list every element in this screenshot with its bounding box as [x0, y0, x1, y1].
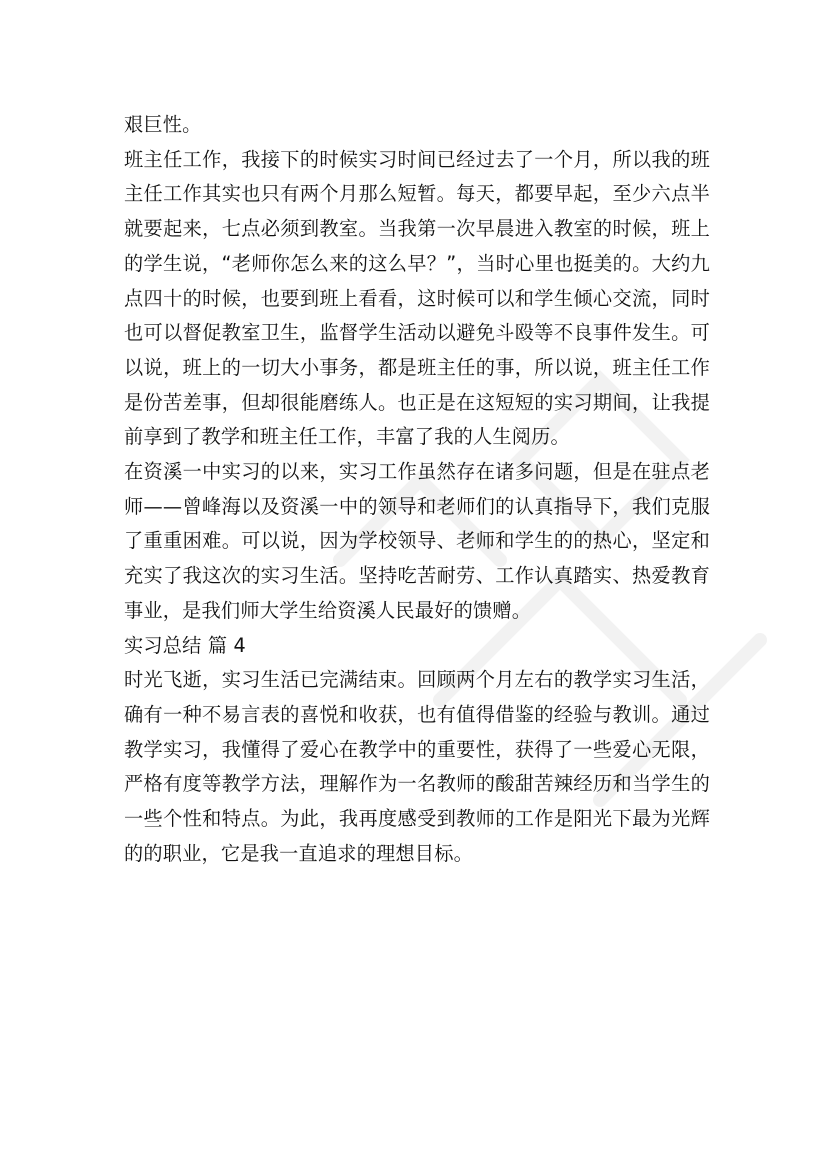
section-paragraph: 时光飞逝，实习生活已完满结束。回顾两个月左右的教学实习生活，确有一种不易言表的喜悦和收获，也有值得借鉴的经验与教训。通过教学实习，我懂得了爱心在教学中的重要性，获得了一些爱心无限，严格有度等教学方法，理解作为一名教师的酸甜苦辣经历和当学生的一些个性和特点。为此，我再度感受到教师的工作是阳光下最为光辉的的职业，它是我一直追求的理想目标。: [124, 668, 710, 865]
document-body: [124, 108, 710, 871]
paragraph-2: 班主任工作，我接下的时候实习时间已经过去了一个月，所以我的班主任工作其实也只有两个月那么短暂。每天，都要早起，至少六点半就要起来，七点必须到教室。当我第一次早晨进入教室的时候，班上的学生说，“老师你怎么来的这么早？”，当时心里也挺美的。大约九点四十的时候，也要到班上看看，这时候可以和学生倾心交流，同时也可以督促教室卫生，监督学生活动以避免斗殴等不良事件发生。可以说，班上的一切大小事务，都是班主任的事，所以说，班主任工作是份苦差事，但却很能磨练人。也正是在这短短的实习期间，让我提前享到了教学和班主任工作，丰富了我的人生阅历。: [124, 147, 710, 449]
section-heading: 实习总结 篇 4: [124, 633, 246, 657]
paragraph-3: 在资溪一中实习的以来，实习工作虽然存在诸多问题，但是在驻点老师——曾峰海以及资溪一中的领导和老师们的认真指导下，我们克服了重重困难。可以说，因为学校领导、老师和学生的的热心，坚定和充实了我这次的实习生活。坚持吃苦耐劳、工作认真踏实、热爱教育事业，是我们师大学生给资溪人民最好的馈赠。: [124, 460, 710, 622]
paragraph-1: 艰巨性。: [124, 113, 202, 136]
